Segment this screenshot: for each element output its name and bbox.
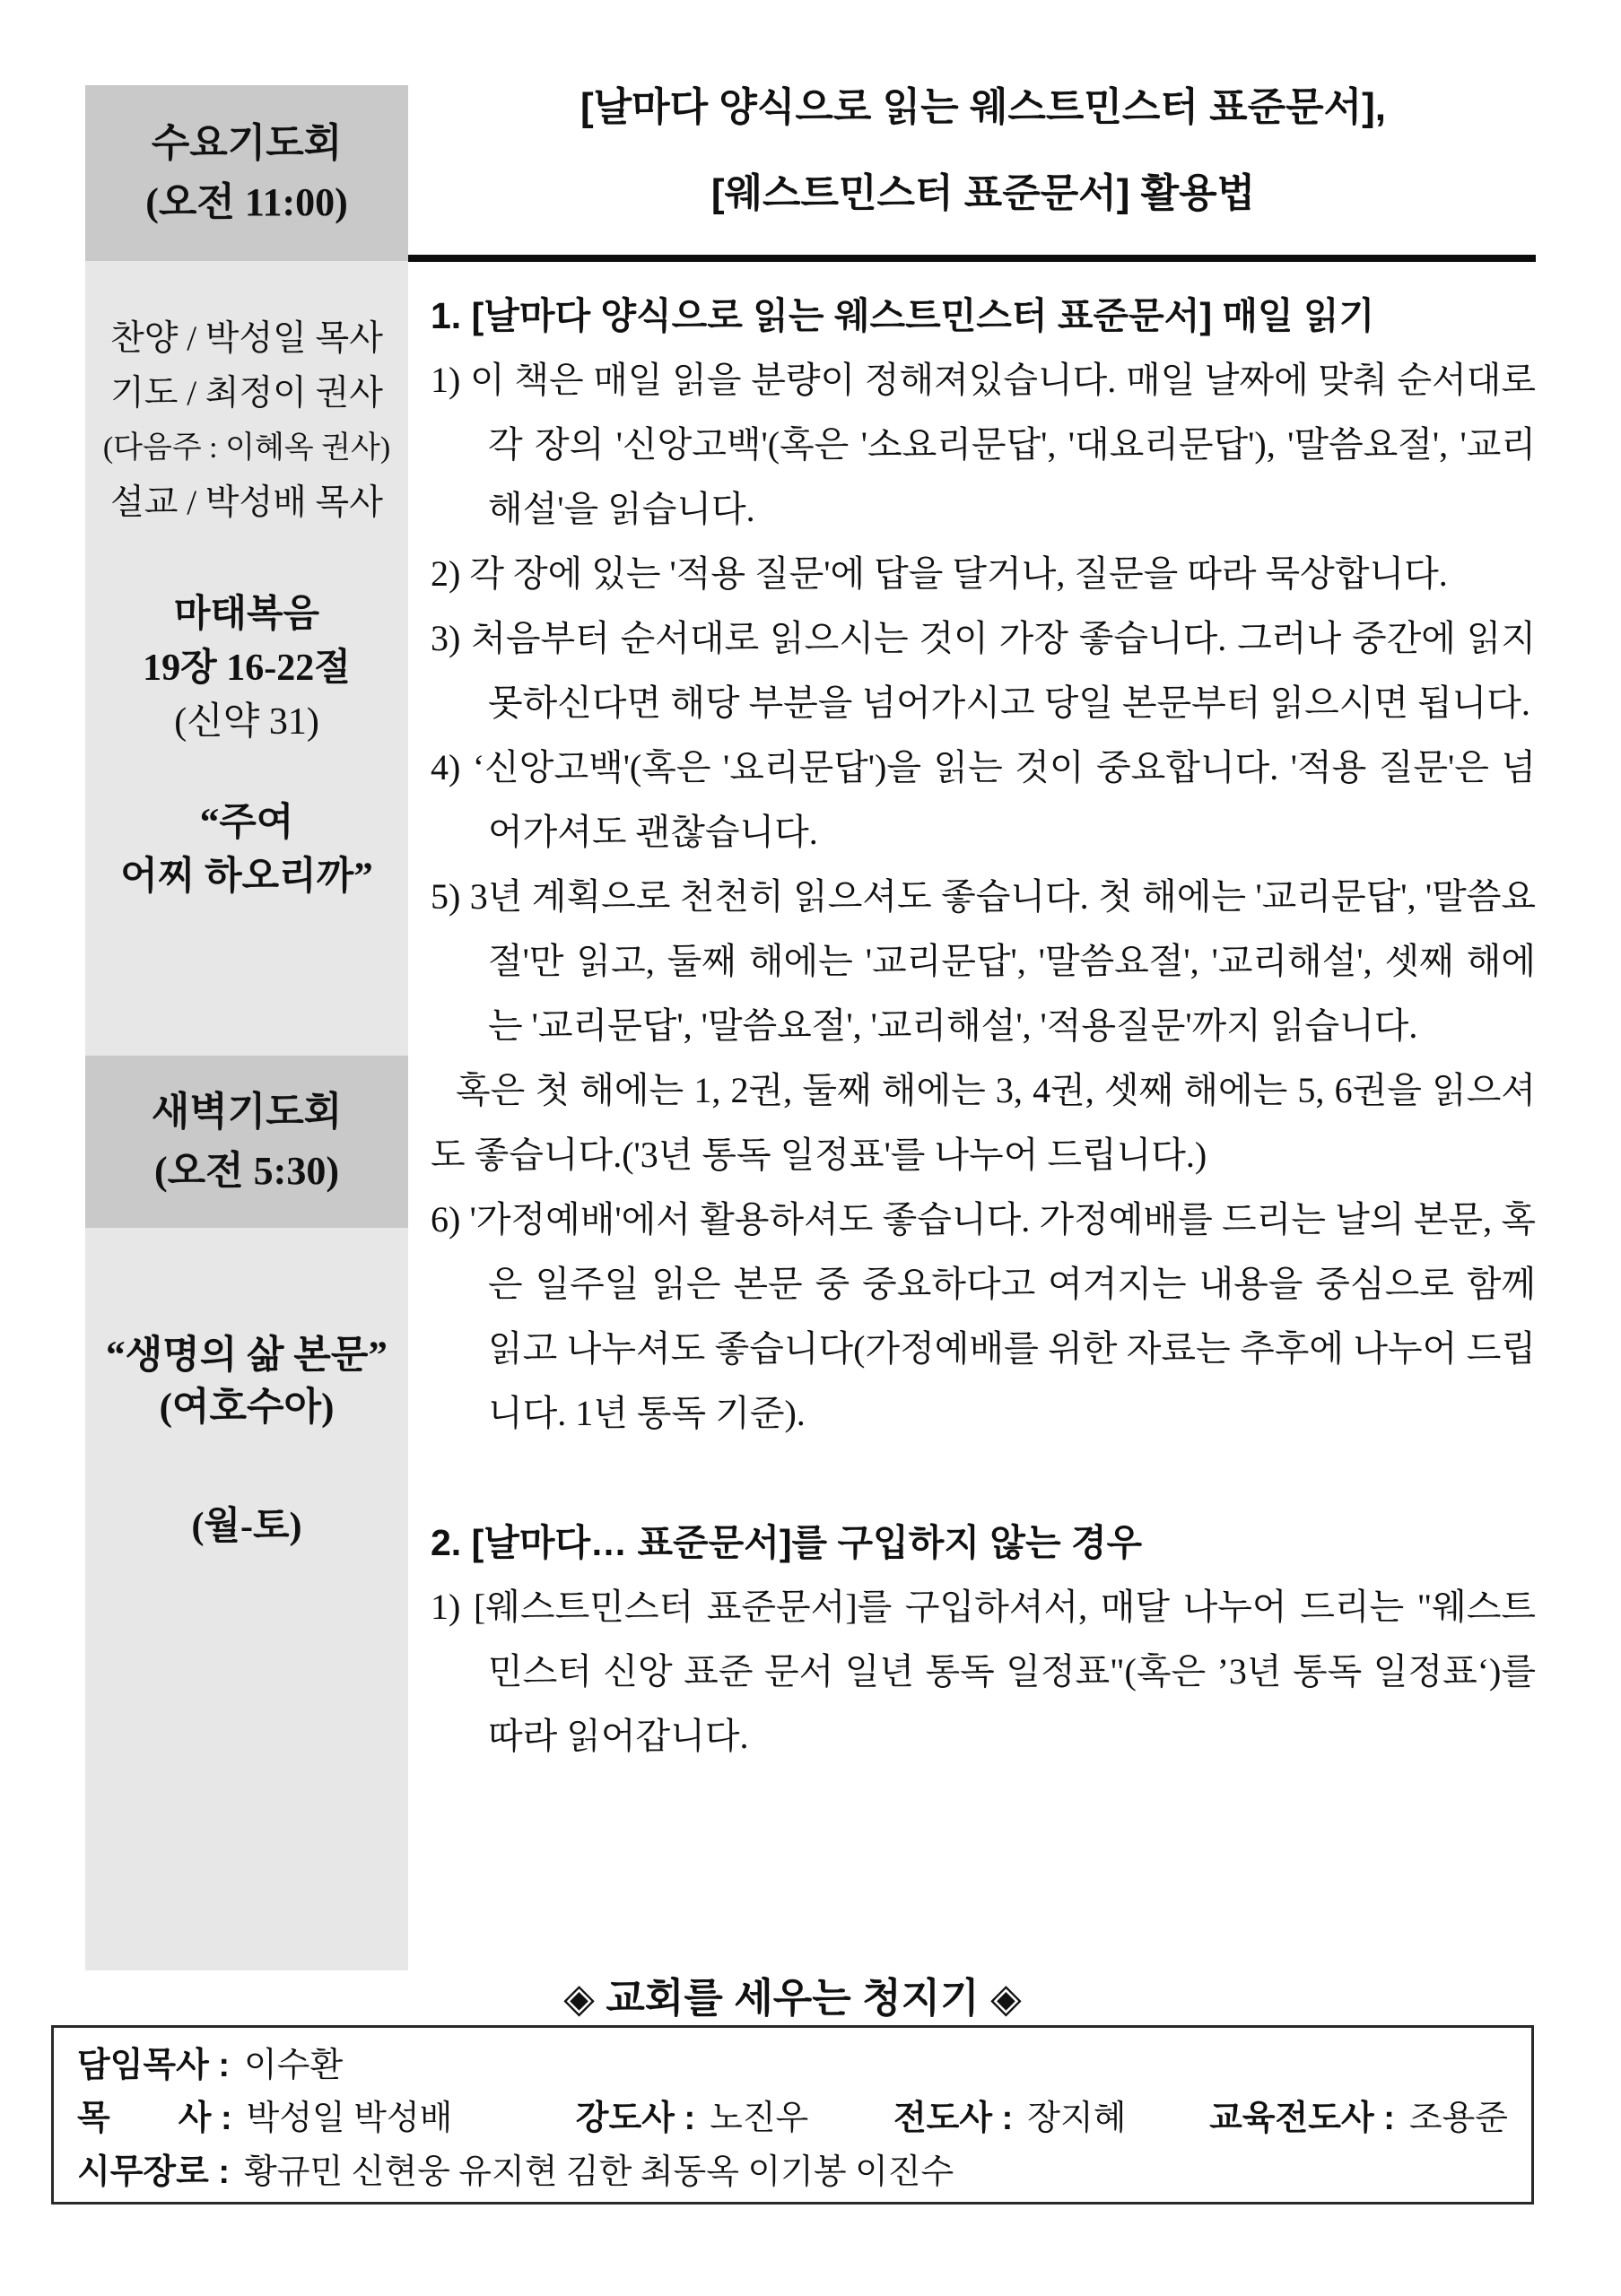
life-text-block — [85, 1330, 408, 1434]
item-text: 이 책은 매일 읽을 분량이 정해져있습니다. 매일 날짜에 맞춰 순서대로 각 장의 '신앙고백'(혹은 '소요리문답', '대요리문답'), '말씀요절', '교리해설'을 읽습니다. — [470, 360, 1537, 529]
staff-label: 교육전도사 : — [1209, 2100, 1395, 2138]
scripture-book: 마태복음 — [173, 594, 320, 635]
sermon-title-line1: “주여 — [199, 802, 294, 844]
staff-pair-lecturer — [576, 2090, 893, 2139]
staff-label: 시무장로 : — [77, 2152, 231, 2191]
item-text: '가정예배'에서 활용하셔도 좋습니다. 가정예배를 드리는 날의 본문, 혹은 일주일 읽은 본문 중 중요하다고 여겨지는 내용을 중심으로 함께 읽고 나누셔도 좋습니다(가정예배를 위한 자료는 추후에 나누어 드립니다. 1년 통독 기준). — [469, 1199, 1536, 1433]
item-number: 6) — [431, 1199, 461, 1239]
sermon-title — [85, 796, 408, 904]
staff-label: 강도사 : — [575, 2100, 696, 2138]
page-title-line1: [날마다 양식으로 읽는 웨스트민스터 표준문서], — [580, 85, 1386, 129]
life-text-book: (여호수아) — [159, 1387, 335, 1429]
scripture-page: (신약 31) — [174, 701, 319, 743]
role-sermon: 설교 / 박성배 목사 — [110, 483, 383, 522]
page-title-line2: [웨스트민스터 표준문서] 활용법 — [710, 171, 1256, 215]
section1-item-5 — [431, 865, 1536, 1058]
item-text: 처음부터 순서대로 읽으시는 것이 가장 좋습니다. 그러나 중간에 읽지 못하신다면 해당 부분을 넘어가시고 당일 본문부터 읽으시면 됩니다. — [471, 618, 1537, 723]
dawn-prayer-box — [85, 1056, 408, 1228]
item-number: 5) — [431, 876, 461, 917]
staff-pair-evangelist — [893, 2090, 1209, 2139]
dawn-prayer-title: 새벽기도회 — [151, 1090, 343, 1134]
staff-label: 담임목사 : — [77, 2047, 231, 2085]
scripture-verses: 19장 16-22절 — [143, 648, 351, 689]
role-next-week: (다음주 : 이혜옥 권사) — [102, 431, 391, 465]
sidebar — [85, 85, 408, 1970]
section1-item-5-continued: 혹은 첫 해에는 1, 2권, 둘째 해에는 3, 4권, 셋째 해에는 5, 6권을 읽으셔도 좋습니다.('3년 통독 일정표'를 나누어 드립니다.) — [431, 1070, 1536, 1175]
steward-header: ◈ 교회를 세우는 청지기 ◈ — [563, 1975, 1022, 2021]
staff-value: 이수환 — [244, 2047, 344, 2085]
item-text: 3년 계획으로 천천히 읽으셔도 좋습니다. 첫 해에는 '교리문답', '말씀요절'만 읽고, 둘째 해에는 '교리문답', '말씀요절', '교리해설', 셋째 해에는 '교리문답', '말씀요절', '교리해설', '적용질문'까지 읽습니다. — [469, 876, 1536, 1046]
item-number: 1) — [431, 1587, 461, 1627]
sermon-title-line2: 어찌 하오리까” — [120, 856, 373, 898]
staff-label: 전도사 : — [893, 2100, 1014, 2138]
staff-value: 노진우 — [710, 2100, 809, 2138]
staff-box — [51, 2025, 1534, 2205]
section1-item-2 — [431, 542, 1536, 606]
staff-row-elders — [77, 2144, 1508, 2193]
wednesday-prayer-box — [85, 85, 408, 261]
staff-label: 목 사 : — [77, 2100, 232, 2138]
title-divider — [408, 255, 1536, 262]
staff-value: 황규민 신현웅 유지현 김한 최동옥 이기봉 이진수 — [244, 2152, 954, 2191]
staff-row-pastors — [77, 2090, 1508, 2139]
staff-pair-edu-evangelist — [1209, 2090, 1508, 2139]
item-number: 2) — [431, 553, 461, 594]
section1-item-3 — [431, 606, 1536, 735]
section1-item-6 — [431, 1187, 1536, 1446]
item-text: [웨스트민스터 표준문서]를 구입하셔서, 매달 나누어 드리는 "웨스트민스터 신앙 표준 문서 일년 통독 일정표"(혹은 ’3년 통독 일정표‘)를 따라 읽어갑니다. — [473, 1587, 1537, 1756]
staff-value: 장지혜 — [1027, 2100, 1127, 2138]
item-number: 4) — [431, 747, 461, 787]
section1-item-1 — [431, 348, 1536, 542]
item-number: 1) — [431, 360, 461, 400]
section2-heading: 2. [날마다… 표준문서]를 구입하지 않는 경우 — [431, 1522, 1143, 1563]
item-text: ‘신앙고백'(혹은 '요리문답')을 읽는 것이 중요합니다. '적용 질문'은 넘어가셔도 괜찮습니다. — [472, 747, 1537, 852]
main-content — [431, 283, 1536, 1769]
role-praise: 찬양 / 박성일 목사 — [110, 319, 383, 358]
dawn-prayer-time: (오전 5:30) — [154, 1149, 339, 1193]
section2-item-1 — [431, 1575, 1536, 1769]
staff-value: 박성일 박성배 — [246, 2100, 453, 2138]
section1-heading: 1. [날마다 양식으로 읽는 웨스트민스터 표준문서] 매일 읽기 — [431, 295, 1375, 336]
staff-pair-pastor — [77, 2090, 576, 2139]
life-text-days: (월-토) — [191, 1506, 302, 1547]
item-text: 각 장에 있는 '적용 질문'에 답을 달거나, 질문을 따라 묵상합니다. — [469, 553, 1448, 594]
role-prayer: 기도 / 최정이 권사 — [110, 374, 383, 413]
staff-value: 조용준 — [1408, 2100, 1508, 2138]
wednesday-prayer-time: (오전 11:00) — [145, 180, 348, 224]
scripture-reference — [85, 587, 408, 749]
life-text-title: “생명의 삶 본문” — [106, 1335, 388, 1377]
item-number: 3) — [431, 618, 461, 658]
section1-item-4 — [431, 735, 1536, 865]
wednesday-prayer-title: 수요기도회 — [151, 121, 343, 165]
staff-row-senior-pastor — [77, 2037, 1508, 2086]
page-title — [431, 65, 1536, 237]
service-roles — [85, 311, 408, 530]
